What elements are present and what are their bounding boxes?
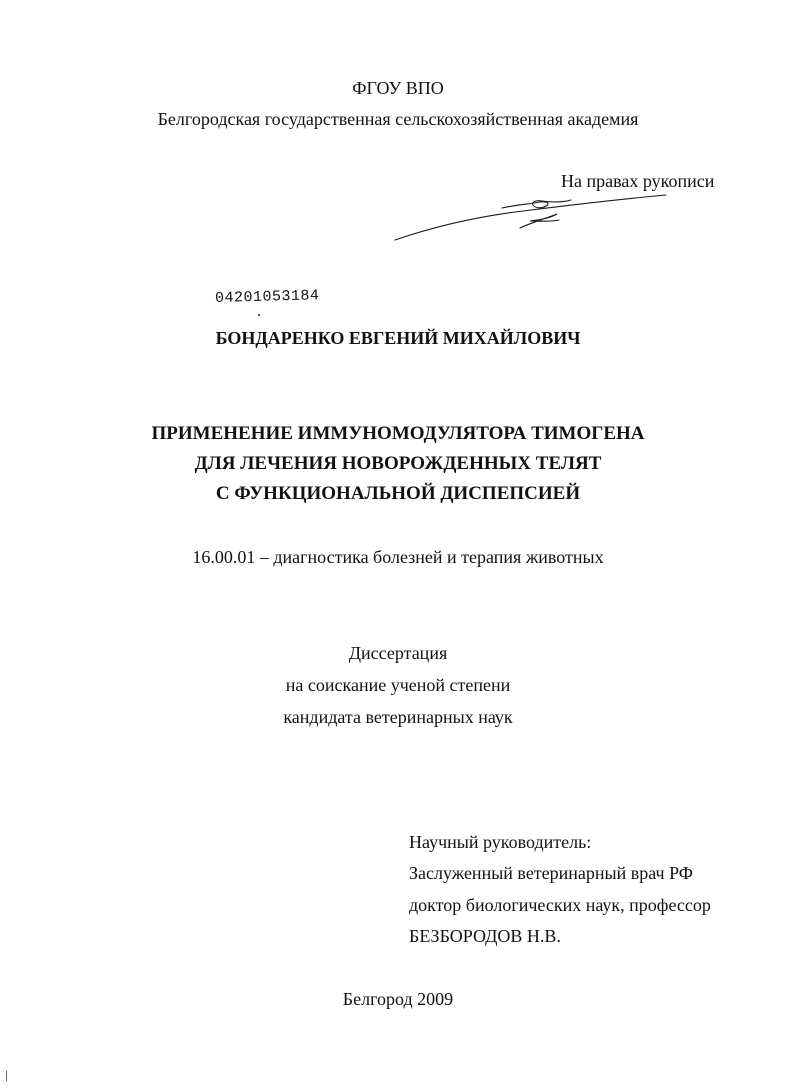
dissertation-title-line-3: С ФУНКЦИОНАЛЬНОЙ ДИСПЕПСИЕЙ <box>215 483 581 504</box>
handwritten-signature <box>390 190 670 250</box>
organization-abbreviation: ФГОУ ВПО <box>352 78 444 98</box>
manuscript-note: На правах рукописи <box>561 171 715 191</box>
dissertation-title-line-2: ДЛЯ ЛЕЧЕНИЯ НОВОРОЖДЕННЫХ ТЕЛЯТ <box>194 453 602 474</box>
institution-name: Белгородская государственная сельскохозяйственная академия <box>157 109 639 129</box>
author-name: БОНДАРЕНКО ЕВГЕНИЙ МИХАЙЛОВИЧ <box>215 328 581 348</box>
registration-number-stamp: 04201053184 <box>214 287 320 307</box>
document-type: Диссертация <box>348 643 448 663</box>
supervisor-academic-title: доктор биологических наук, профессор <box>409 895 711 915</box>
scan-edge-mark <box>6 1071 7 1081</box>
supervisor-honor-title: Заслуженный ветеринарный врач РФ <box>409 863 694 883</box>
city-and-year: Белгород 2009 <box>342 989 454 1009</box>
degree-field: кандидата ветеринарных наук <box>283 707 513 727</box>
supervisor-name: БЕЗБОРОДОВ Н.В. <box>409 926 561 946</box>
supervisor-label: Научный руководитель: <box>409 832 592 852</box>
degree-purpose: на соискание ученой степени <box>285 675 511 695</box>
specialty-code: 16.00.01 – диагностика болезней и терапия животных <box>192 547 604 567</box>
dissertation-title-line-1: ПРИМЕНЕНИЕ ИММУНОМОДУЛЯТОРА ТИМОГЕНА <box>151 423 645 444</box>
ink-mark <box>258 314 260 316</box>
